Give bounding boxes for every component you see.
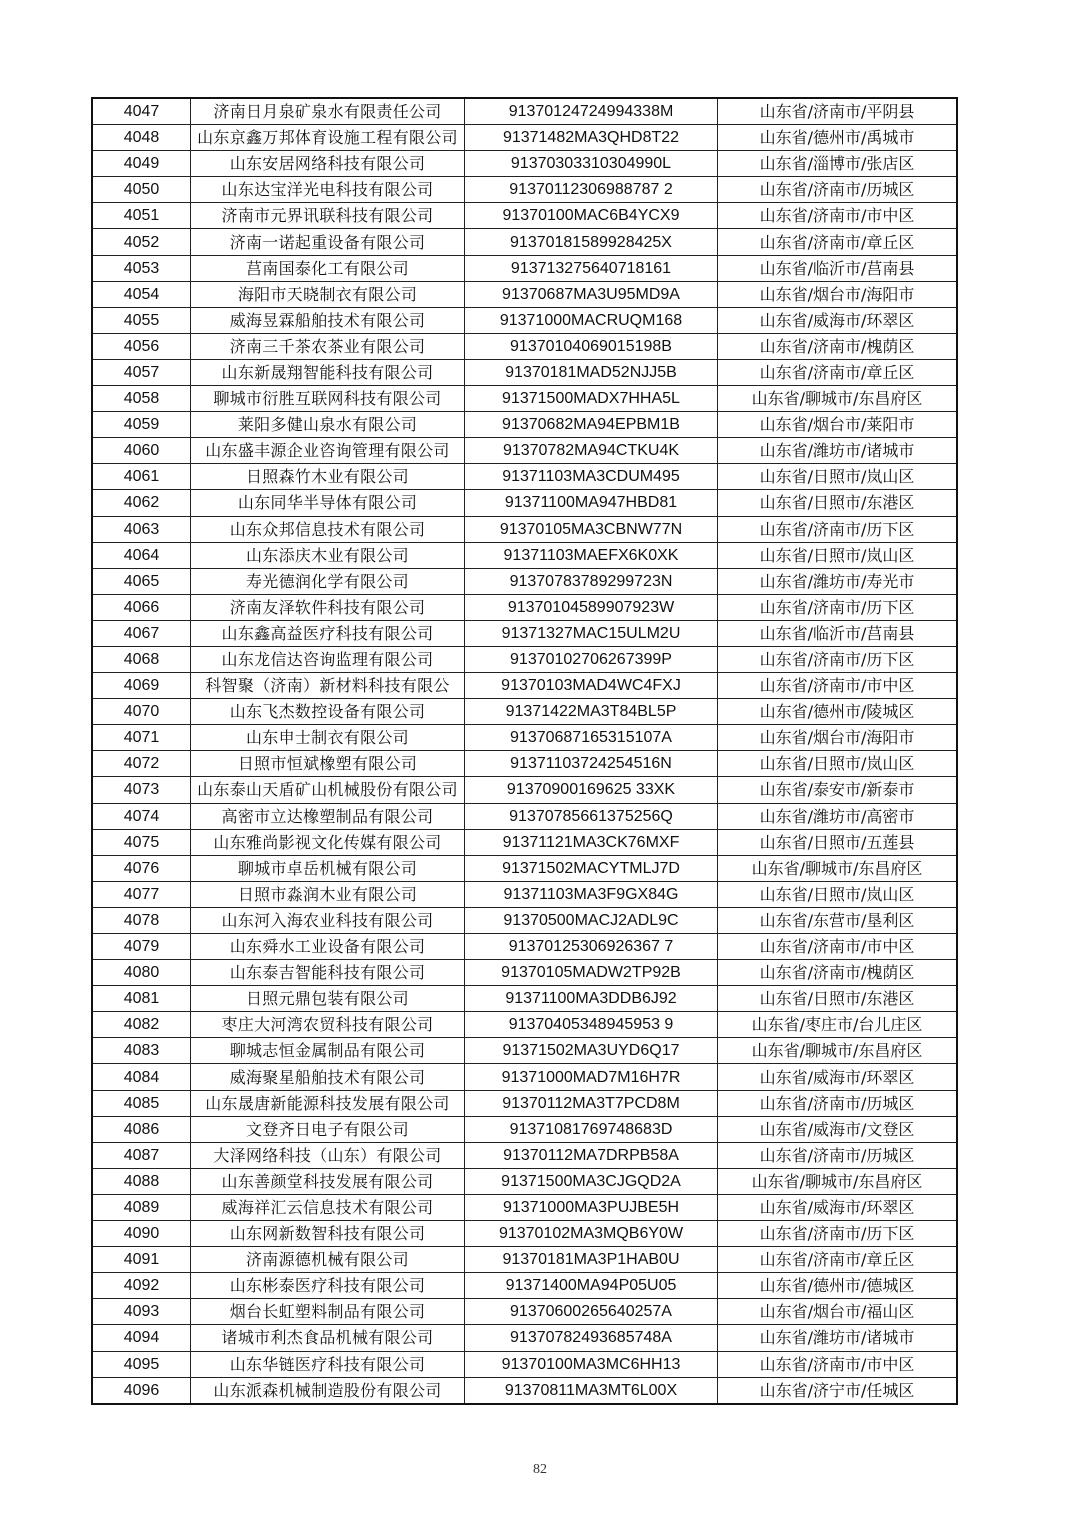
company-name-cell: 威海祥汇云信息技术有限公司 xyxy=(191,1194,465,1220)
region-cell: 山东省/日照市/东港区 xyxy=(718,986,958,1012)
company-name-cell: 高密市立达橡塑制品有限公司 xyxy=(191,803,465,829)
company-name-cell: 烟台长虹塑料制品有限公司 xyxy=(191,1299,465,1325)
region-cell: 山东省/聊城市/东昌府区 xyxy=(718,1168,958,1194)
row-number-cell: 4066 xyxy=(92,594,191,620)
row-number-cell: 4064 xyxy=(92,542,191,568)
company-name-cell: 山东网新数智科技有限公司 xyxy=(191,1221,465,1247)
credit-code-cell: 91370900169625 33XK xyxy=(465,777,718,803)
row-number-cell: 4061 xyxy=(92,464,191,490)
row-number-cell: 4058 xyxy=(92,386,191,412)
credit-code-cell: 91370782493685748A xyxy=(465,1325,718,1351)
region-cell: 山东省/济南市/市中区 xyxy=(718,1351,958,1377)
table-row xyxy=(92,177,957,203)
company-name-cell: 威海昱霖船舶技术有限公司 xyxy=(191,307,465,333)
credit-code-cell: 91370782MA94CTKU4K xyxy=(465,438,718,464)
region-cell: 山东省/济南市/章丘区 xyxy=(718,1247,958,1273)
credit-code-cell: 91370105MA3CBNW77N xyxy=(465,516,718,542)
credit-code-cell: 91370104069015198B xyxy=(465,333,718,359)
company-name-cell: 海阳市天晓制衣有限公司 xyxy=(191,281,465,307)
company-name-cell: 山东泰山天盾矿山机械股份有限公司 xyxy=(191,777,465,803)
credit-code-cell: 91371121MA3CK76MXF xyxy=(465,829,718,855)
table-row xyxy=(92,960,957,986)
row-number-cell: 4063 xyxy=(92,516,191,542)
table-row xyxy=(92,1377,957,1404)
region-cell: 山东省/济南市/历下区 xyxy=(718,646,958,672)
region-cell: 山东省/泰安市/新泰市 xyxy=(718,777,958,803)
row-number-cell: 4069 xyxy=(92,673,191,699)
company-name-cell: 济南友泽软件科技有限公司 xyxy=(191,594,465,620)
row-number-cell: 4096 xyxy=(92,1377,191,1404)
company-name-cell: 山东达宝洋光电科技有限公司 xyxy=(191,177,465,203)
table-row xyxy=(92,203,957,229)
row-number-cell: 4090 xyxy=(92,1221,191,1247)
table-row xyxy=(92,751,957,777)
company-name-cell: 日照森竹木业有限公司 xyxy=(191,464,465,490)
table-row xyxy=(92,777,957,803)
table-row xyxy=(92,125,957,151)
region-cell: 山东省/临沂市/莒南县 xyxy=(718,255,958,281)
table-row xyxy=(92,1325,957,1351)
row-number-cell: 4088 xyxy=(92,1168,191,1194)
row-number-cell: 4072 xyxy=(92,751,191,777)
credit-code-cell: 91370687MA3U95MD9A xyxy=(465,281,718,307)
credit-code-cell: 91370785661375256Q xyxy=(465,803,718,829)
credit-code-cell: 91370682MA94EPBM1B xyxy=(465,412,718,438)
company-name-cell: 莱阳多健山泉水有限公司 xyxy=(191,412,465,438)
row-number-cell: 4078 xyxy=(92,907,191,933)
row-number-cell: 4054 xyxy=(92,281,191,307)
row-number-cell: 4060 xyxy=(92,438,191,464)
company-name-cell: 山东添庆木业有限公司 xyxy=(191,542,465,568)
region-cell: 山东省/日照市/五莲县 xyxy=(718,829,958,855)
row-number-cell: 4074 xyxy=(92,803,191,829)
row-number-cell: 4093 xyxy=(92,1299,191,1325)
table-row xyxy=(92,594,957,620)
table-row xyxy=(92,542,957,568)
company-name-cell: 寿光德润化学有限公司 xyxy=(191,568,465,594)
table-row xyxy=(92,307,957,333)
row-number-cell: 4079 xyxy=(92,934,191,960)
company-name-cell: 威海聚星船舶技术有限公司 xyxy=(191,1064,465,1090)
table-row xyxy=(92,1221,957,1247)
credit-code-cell: 91370112MA7DRPB58A xyxy=(465,1142,718,1168)
company-name-cell: 日照市淼润木业有限公司 xyxy=(191,881,465,907)
table-row xyxy=(92,464,957,490)
company-name-cell: 日照元鼎包装有限公司 xyxy=(191,986,465,1012)
row-number-cell: 4057 xyxy=(92,359,191,385)
row-number-cell: 4083 xyxy=(92,1038,191,1064)
company-name-cell: 济南日月泉矿泉水有限责任公司 xyxy=(191,98,465,125)
table-row xyxy=(92,1299,957,1325)
region-cell: 山东省/济南市/历城区 xyxy=(718,1090,958,1116)
company-name-cell: 山东华链医疗科技有限公司 xyxy=(191,1351,465,1377)
row-number-cell: 4071 xyxy=(92,725,191,751)
table-row xyxy=(92,281,957,307)
region-cell: 山东省/济南市/历下区 xyxy=(718,1221,958,1247)
credit-code-cell: 91370783789299723N xyxy=(465,568,718,594)
row-number-cell: 4053 xyxy=(92,255,191,281)
row-number-cell: 4055 xyxy=(92,307,191,333)
company-name-cell: 山东龙信达咨询监理有限公司 xyxy=(191,646,465,672)
row-number-cell: 4077 xyxy=(92,881,191,907)
row-number-cell: 4080 xyxy=(92,960,191,986)
row-number-cell: 4092 xyxy=(92,1273,191,1299)
row-number-cell: 4073 xyxy=(92,777,191,803)
region-cell: 山东省/济南市/章丘区 xyxy=(718,229,958,255)
region-cell: 山东省/济南市/历下区 xyxy=(718,516,958,542)
company-name-cell: 山东泰吉智能科技有限公司 xyxy=(191,960,465,986)
region-cell: 山东省/聊城市/东昌府区 xyxy=(718,855,958,881)
credit-code-cell: 91370112MA3T7PCD8M xyxy=(465,1090,718,1116)
company-name-cell: 聊城市衍胜互联网科技有限公司 xyxy=(191,386,465,412)
region-cell: 山东省/日照市/岚山区 xyxy=(718,751,958,777)
credit-code-cell: 913713275640718161 xyxy=(465,255,718,281)
row-number-cell: 4047 xyxy=(92,98,191,125)
table-row xyxy=(92,229,957,255)
table-row xyxy=(92,907,957,933)
company-name-cell: 聊城志恒金属制品有限公司 xyxy=(191,1038,465,1064)
credit-code-cell: 91370105MADW2TP92B xyxy=(465,960,718,986)
company-name-cell: 山东雅尚影视文化传媒有限公司 xyxy=(191,829,465,855)
company-name-cell: 山东鑫高益医疗科技有限公司 xyxy=(191,620,465,646)
table-row xyxy=(92,98,957,125)
region-cell: 山东省/日照市/岚山区 xyxy=(718,881,958,907)
table-row xyxy=(92,412,957,438)
credit-code-cell: 91371422MA3T84BL5P xyxy=(465,699,718,725)
company-name-cell: 山东善颜堂科技发展有限公司 xyxy=(191,1168,465,1194)
region-cell: 山东省/威海市/环翠区 xyxy=(718,1194,958,1220)
table-row xyxy=(92,1247,957,1273)
credit-code-cell: 91370104589907923W xyxy=(465,594,718,620)
table-row xyxy=(92,1116,957,1142)
table-row xyxy=(92,386,957,412)
row-number-cell: 4049 xyxy=(92,151,191,177)
table-row xyxy=(92,516,957,542)
company-name-cell: 济南一诺起重设备有限公司 xyxy=(191,229,465,255)
region-cell: 山东省/济南市/历城区 xyxy=(718,177,958,203)
company-name-cell: 山东河入海农业科技有限公司 xyxy=(191,907,465,933)
row-number-cell: 4048 xyxy=(92,125,191,151)
credit-code-cell: 91370124724994338M xyxy=(465,98,718,125)
row-number-cell: 4089 xyxy=(92,1194,191,1220)
row-number-cell: 4085 xyxy=(92,1090,191,1116)
region-cell: 山东省/潍坊市/诸城市 xyxy=(718,438,958,464)
credit-code-cell: 91370811MA3MT6L00X xyxy=(465,1377,718,1404)
region-cell: 山东省/烟台市/莱阳市 xyxy=(718,412,958,438)
credit-code-cell: 91370100MAC6B4YCX9 xyxy=(465,203,718,229)
table-row xyxy=(92,986,957,1012)
company-name-cell: 莒南国泰化工有限公司 xyxy=(191,255,465,281)
table-row xyxy=(92,255,957,281)
credit-code-cell: 91371103724254516N xyxy=(465,751,718,777)
region-cell: 山东省/烟台市/福山区 xyxy=(718,1299,958,1325)
row-number-cell: 4095 xyxy=(92,1351,191,1377)
company-name-cell: 枣庄大河湾农贸科技有限公司 xyxy=(191,1012,465,1038)
company-name-cell: 山东申士制衣有限公司 xyxy=(191,725,465,751)
region-cell: 山东省/济南市/市中区 xyxy=(718,673,958,699)
credit-code-cell: 91371103MA3F9GX84G xyxy=(465,881,718,907)
region-cell: 山东省/威海市/文登区 xyxy=(718,1116,958,1142)
company-name-cell: 诸城市利杰食品机械有限公司 xyxy=(191,1325,465,1351)
table-row xyxy=(92,699,957,725)
row-number-cell: 4052 xyxy=(92,229,191,255)
credit-code-cell: 91370102706267399P xyxy=(465,646,718,672)
row-number-cell: 4091 xyxy=(92,1247,191,1273)
credit-code-cell: 91371500MADX7HHA5L xyxy=(465,386,718,412)
credit-code-cell: 91370181MA3P1HAB0U xyxy=(465,1247,718,1273)
credit-code-cell: 91371000MACRUQM168 xyxy=(465,307,718,333)
table-row xyxy=(92,1090,957,1116)
page-number: 82 xyxy=(533,1462,547,1477)
credit-code-cell: 91371400MA94P05U05 xyxy=(465,1273,718,1299)
company-name-cell: 大泽网络科技（山东）有限公司 xyxy=(191,1142,465,1168)
company-name-cell: 山东彬泰医疗科技有限公司 xyxy=(191,1273,465,1299)
credit-code-cell: 91371482MA3QHD8T22 xyxy=(465,125,718,151)
row-number-cell: 4070 xyxy=(92,699,191,725)
table-row xyxy=(92,1168,957,1194)
credit-code-cell: 91371103MA3CDUM495 xyxy=(465,464,718,490)
region-cell: 山东省/潍坊市/高密市 xyxy=(718,803,958,829)
credit-code-cell: 91371100MA3DDB6J92 xyxy=(465,986,718,1012)
table-row xyxy=(92,1064,957,1090)
row-number-cell: 4084 xyxy=(92,1064,191,1090)
company-name-cell: 科智聚（济南）新材料科技有限公 xyxy=(191,673,465,699)
company-name-cell: 济南三千茶农茶业有限公司 xyxy=(191,333,465,359)
region-cell: 山东省/威海市/环翠区 xyxy=(718,1064,958,1090)
credit-code-cell: 91371502MACYTMLJ7D xyxy=(465,855,718,881)
company-name-cell: 山东飞杰数控设备有限公司 xyxy=(191,699,465,725)
credit-code-cell: 91371000MA3PUJBE5H xyxy=(465,1194,718,1220)
region-cell: 山东省/德州市/德城区 xyxy=(718,1273,958,1299)
credit-code-cell: 91370125306926367 7 xyxy=(465,934,718,960)
row-number-cell: 4051 xyxy=(92,203,191,229)
company-name-cell: 山东同华半导体有限公司 xyxy=(191,490,465,516)
table-row xyxy=(92,620,957,646)
table-row xyxy=(92,333,957,359)
credit-code-cell: 91370500MACJ2ADL9C xyxy=(465,907,718,933)
region-cell: 山东省/日照市/东港区 xyxy=(718,490,958,516)
region-cell: 山东省/日照市/岚山区 xyxy=(718,542,958,568)
region-cell: 山东省/济南市/章丘区 xyxy=(718,359,958,385)
region-cell: 山东省/日照市/岚山区 xyxy=(718,464,958,490)
row-number-cell: 4067 xyxy=(92,620,191,646)
row-number-cell: 4094 xyxy=(92,1325,191,1351)
company-name-cell: 山东京鑫万邦体育设施工程有限公司 xyxy=(191,125,465,151)
company-name-cell: 聊城市卓岳机械有限公司 xyxy=(191,855,465,881)
company-name-cell: 山东新晟翔智能科技有限公司 xyxy=(191,359,465,385)
credit-code-cell: 91371502MA3UYD6Q17 xyxy=(465,1038,718,1064)
table-body xyxy=(92,98,957,1404)
credit-code-cell: 91371500MA3CJGQD2A xyxy=(465,1168,718,1194)
table-row xyxy=(92,803,957,829)
region-cell: 山东省/烟台市/海阳市 xyxy=(718,281,958,307)
row-number-cell: 4087 xyxy=(92,1142,191,1168)
company-name-cell: 山东安居网络科技有限公司 xyxy=(191,151,465,177)
region-cell: 山东省/聊城市/东昌府区 xyxy=(718,386,958,412)
table-row xyxy=(92,829,957,855)
row-number-cell: 4075 xyxy=(92,829,191,855)
region-cell: 山东省/潍坊市/诸城市 xyxy=(718,1325,958,1351)
row-number-cell: 4050 xyxy=(92,177,191,203)
row-number-cell: 4056 xyxy=(92,333,191,359)
credit-code-cell: 91370100MA3MC6HH13 xyxy=(465,1351,718,1377)
region-cell: 山东省/德州市/陵城区 xyxy=(718,699,958,725)
region-cell: 山东省/济南市/槐荫区 xyxy=(718,960,958,986)
table-row xyxy=(92,1194,957,1220)
credit-code-cell: 91370181589928425X xyxy=(465,229,718,255)
table-row xyxy=(92,673,957,699)
company-name-cell: 山东派森机械制造股份有限公司 xyxy=(191,1377,465,1404)
table-row xyxy=(92,1351,957,1377)
table-row xyxy=(92,855,957,881)
row-number-cell: 4068 xyxy=(92,646,191,672)
table-row xyxy=(92,151,957,177)
company-name-cell: 济南市元界讯联科技有限公司 xyxy=(191,203,465,229)
table-row xyxy=(92,438,957,464)
company-name-cell: 山东盛丰源企业咨询管理有限公司 xyxy=(191,438,465,464)
row-number-cell: 4081 xyxy=(92,986,191,1012)
row-number-cell: 4086 xyxy=(92,1116,191,1142)
region-cell: 山东省/济南市/历下区 xyxy=(718,594,958,620)
region-cell: 山东省/济南市/平阴县 xyxy=(718,98,958,125)
region-cell: 山东省/威海市/环翠区 xyxy=(718,307,958,333)
credit-code-cell: 91370103MAD4WC4FXJ xyxy=(465,673,718,699)
row-number-cell: 4082 xyxy=(92,1012,191,1038)
table-row xyxy=(92,359,957,385)
credit-code-cell: 91370303310304990L xyxy=(465,151,718,177)
table-row xyxy=(92,568,957,594)
credit-code-cell: 91370102MA3MQB6Y0W xyxy=(465,1221,718,1247)
table-row xyxy=(92,646,957,672)
region-cell: 山东省/临沂市/莒南县 xyxy=(718,620,958,646)
company-name-cell: 济南源德机械有限公司 xyxy=(191,1247,465,1273)
table-row xyxy=(92,1142,957,1168)
table-row xyxy=(92,1038,957,1064)
company-name-cell: 山东晟唐新能源科技发展有限公司 xyxy=(191,1090,465,1116)
credit-code-cell: 91371081769748683D xyxy=(465,1116,718,1142)
credit-code-cell: 91370181MAD52NJJ5B xyxy=(465,359,718,385)
region-cell: 山东省/济南市/历城区 xyxy=(718,1142,958,1168)
row-number-cell: 4065 xyxy=(92,568,191,594)
credit-code-cell: 91371103MAEFX6K0XK xyxy=(465,542,718,568)
credit-code-cell: 91371327MAC15ULM2U xyxy=(465,620,718,646)
region-cell: 山东省/济宁市/任城区 xyxy=(718,1377,958,1404)
row-number-cell: 4076 xyxy=(92,855,191,881)
table-row xyxy=(92,934,957,960)
company-name-cell: 山东众邦信息技术有限公司 xyxy=(191,516,465,542)
credit-code-cell: 91370600265640257A xyxy=(465,1299,718,1325)
credit-code-cell: 91371100MA947HBD81 xyxy=(465,490,718,516)
region-cell: 山东省/聊城市/东昌府区 xyxy=(718,1038,958,1064)
credit-code-cell: 91371000MAD7M16H7R xyxy=(465,1064,718,1090)
table-row xyxy=(92,725,957,751)
company-table xyxy=(91,97,958,1405)
region-cell: 山东省/淄博市/张店区 xyxy=(718,151,958,177)
credit-code-cell: 91370112306988787 2 xyxy=(465,177,718,203)
table-row xyxy=(92,881,957,907)
region-cell: 山东省/济南市/槐荫区 xyxy=(718,333,958,359)
table-row xyxy=(92,490,957,516)
credit-code-cell: 91370405348945953 9 xyxy=(465,1012,718,1038)
row-number-cell: 4059 xyxy=(92,412,191,438)
region-cell: 山东省/东营市/垦利区 xyxy=(718,907,958,933)
region-cell: 山东省/济南市/市中区 xyxy=(718,934,958,960)
company-name-cell: 山东舜水工业设备有限公司 xyxy=(191,934,465,960)
credit-code-cell: 91370687165315107A xyxy=(465,725,718,751)
row-number-cell: 4062 xyxy=(92,490,191,516)
region-cell: 山东省/烟台市/海阳市 xyxy=(718,725,958,751)
table-row xyxy=(92,1012,957,1038)
table-row xyxy=(92,1273,957,1299)
region-cell: 山东省/潍坊市/寿光市 xyxy=(718,568,958,594)
company-name-cell: 日照市恒斌橡塑有限公司 xyxy=(191,751,465,777)
company-name-cell: 文登齐日电子有限公司 xyxy=(191,1116,465,1142)
region-cell: 山东省/德州市/禹城市 xyxy=(718,125,958,151)
region-cell: 山东省/济南市/市中区 xyxy=(718,203,958,229)
region-cell: 山东省/枣庄市/台儿庄区 xyxy=(718,1012,958,1038)
